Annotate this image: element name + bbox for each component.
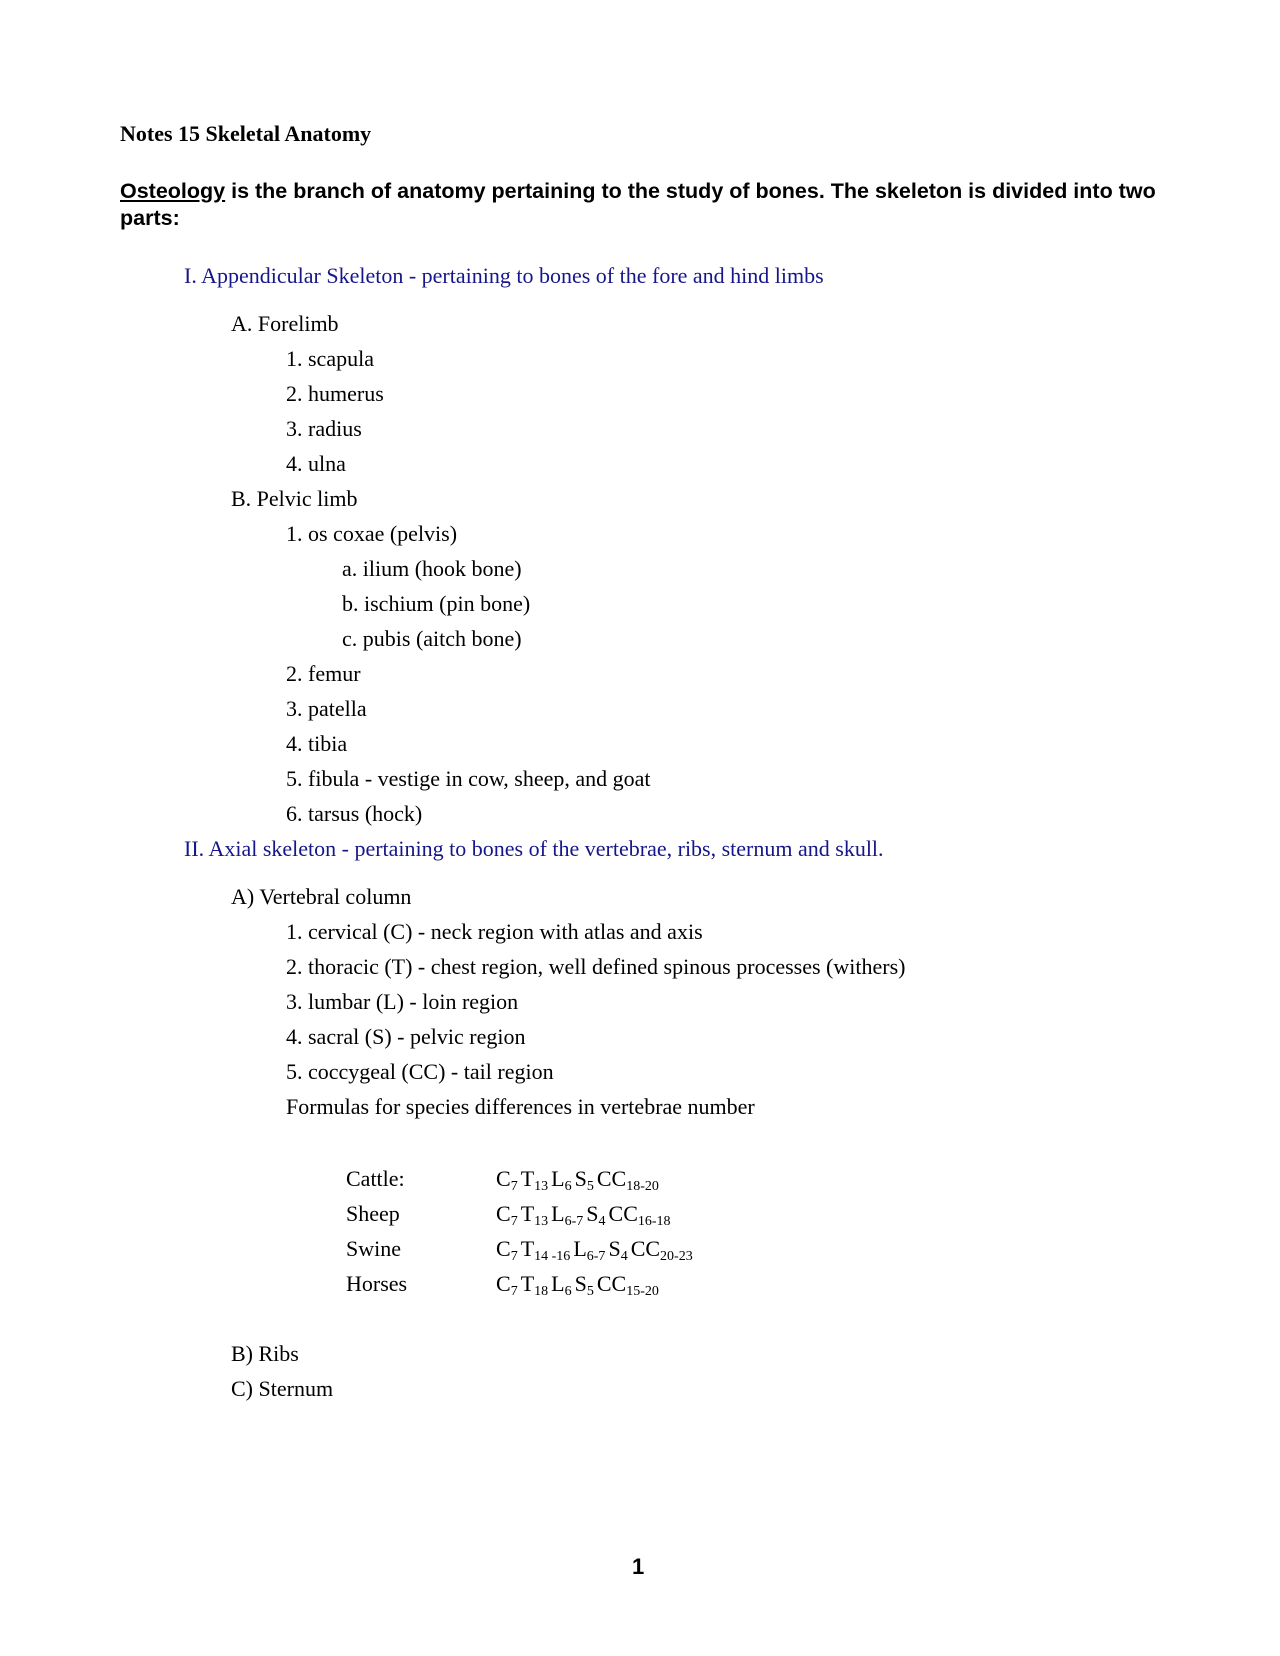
vertebra-count: 13: [534, 1214, 549, 1229]
formula-term: [551, 1271, 572, 1299]
vertebral-item: 4. sacral (S) - pelvic region: [286, 1024, 526, 1049]
formula-value: [496, 1271, 659, 1297]
pelvis-sub-item: a. ilium (hook bone): [342, 556, 522, 581]
vertebra-letter: L: [551, 1201, 565, 1226]
vertebra-letter: CC: [608, 1201, 638, 1226]
vertebra-count: 6: [564, 1179, 572, 1194]
pelvis-sub-item: c. pubis (aitch bone): [342, 626, 522, 651]
vertebra-letter: L: [573, 1236, 587, 1261]
pelvis-sub-item: b. ischium (pin bone): [342, 591, 531, 616]
vertebra-letter: CC: [596, 1166, 627, 1191]
vertebral-item: 3. lumbar (L) - loin region: [286, 989, 519, 1014]
formula-term: [596, 1166, 659, 1194]
vertebral-item: 2. thoracic (T) - chest region, well defined spinous processes (withers): [286, 954, 906, 979]
formula-term: [574, 1271, 594, 1299]
vertebra-count: 7: [510, 1284, 518, 1299]
forelimb-item: 1. scapula: [286, 346, 374, 371]
vertebra-letter: CC: [630, 1236, 661, 1261]
vertebra-count: 16-18: [637, 1214, 671, 1229]
page-title: Notes 15 Skeletal Anatomy: [120, 121, 372, 146]
vertebra-count: 15-20: [626, 1284, 659, 1299]
vertebra-letter: C: [496, 1201, 511, 1226]
vertebra-letter: S: [574, 1271, 587, 1296]
vertebra-count: 18-20: [626, 1179, 659, 1194]
vertebra-letter: C: [496, 1166, 511, 1191]
pelvic-item: 4. tibia: [286, 731, 348, 756]
vertebra-count: 5: [586, 1284, 594, 1299]
formula-term: [596, 1271, 659, 1299]
vertebra-count: 6-7: [586, 1249, 606, 1264]
formula-value: [496, 1236, 693, 1262]
pelvic-limb-heading: B. Pelvic limb: [231, 486, 358, 511]
vertebra-letter: L: [551, 1166, 565, 1191]
formula-term: [573, 1236, 606, 1264]
formula-term: [551, 1166, 572, 1194]
vertebra-count: 14 -16: [534, 1249, 571, 1264]
vertebra-letter: T: [520, 1166, 535, 1191]
forelimb-item: 2. humerus: [286, 381, 384, 406]
formula-term: [496, 1201, 518, 1229]
formula-species: Cattle:: [346, 1166, 405, 1191]
vertebra-count: 5: [586, 1179, 594, 1194]
formula-species: Sheep: [346, 1201, 400, 1226]
vertebra-letter: L: [551, 1271, 565, 1296]
formulas-caption: Formulas for species differences in vertebrae number: [286, 1094, 755, 1119]
vertebra-count: 7: [510, 1249, 518, 1264]
formula-term: [520, 1201, 549, 1229]
forelimb-item: 4. ulna: [286, 451, 346, 476]
vertebra-count: 18: [534, 1284, 549, 1299]
formula-value: [496, 1201, 671, 1227]
vertebra-letter: S: [574, 1166, 587, 1191]
pelvic-item: 5. fibula - vestige in cow, sheep, and goat: [286, 766, 651, 791]
pelvic-item: 2. femur: [286, 661, 361, 686]
formula-species: Swine: [346, 1236, 401, 1261]
vertebra-letter: C: [496, 1271, 511, 1296]
section-heading-axial: II. Axial skeleton - pertaining to bones of the vertebrae, ribs, sternum and skull.: [184, 836, 884, 861]
vertebra-count: 4: [598, 1214, 606, 1229]
vertebra-count: 7: [510, 1179, 518, 1194]
vertebra-letter: T: [520, 1201, 535, 1226]
ribs-heading: B) Ribs: [231, 1341, 299, 1366]
formula-species: Horses: [346, 1271, 408, 1296]
formula-term: [496, 1166, 518, 1194]
intro-text: is the branch of anatomy pertaining to the study of bones. The skeleton is divided into two parts:: [120, 179, 1156, 230]
vertebra-letter: S: [608, 1236, 621, 1261]
formula-term: [520, 1236, 571, 1264]
page-number: 1: [632, 1554, 645, 1579]
vertebra-count: 6: [564, 1284, 572, 1299]
vertebra-count: 4: [620, 1249, 628, 1264]
intro-term: Osteology: [120, 179, 226, 203]
formula-term: [496, 1236, 518, 1264]
sternum-heading: C) Sternum: [231, 1376, 334, 1401]
formula-term: [520, 1166, 549, 1194]
formula-term: [520, 1271, 549, 1299]
vertebra-count: 20-23: [660, 1249, 693, 1264]
formula-term: [551, 1201, 584, 1229]
formula-term: [586, 1201, 606, 1229]
forelimb-item: 3. radius: [286, 416, 362, 441]
formula-value: [496, 1166, 659, 1192]
vertebral-item: 5. coccygeal (CC) - tail region: [286, 1059, 554, 1084]
vertebra-letter: T: [520, 1271, 535, 1296]
vertebra-count: 6-7: [564, 1214, 584, 1229]
formula-term: [574, 1166, 594, 1194]
pelvic-item: 1. os coxae (pelvis): [286, 521, 458, 546]
pelvic-item: 3. patella: [286, 696, 367, 721]
vertebra-count: 13: [534, 1179, 549, 1194]
vertebral-item: 1. cervical (C) - neck region with atlas and axis: [286, 919, 703, 944]
section-heading-appendicular: I. Appendicular Skeleton - pertaining to bones of the fore and hind limbs: [184, 263, 824, 288]
vertebra-count: 7: [510, 1214, 518, 1229]
formula-term: [608, 1236, 628, 1264]
intro-paragraph: [120, 178, 1180, 232]
forelimb-heading: A. Forelimb: [231, 311, 339, 336]
formula-term: [630, 1236, 693, 1264]
vertebra-letter: CC: [596, 1271, 627, 1296]
vertebra-letter: T: [520, 1236, 535, 1261]
vertebral-column-heading: A) Vertebral column: [231, 884, 412, 909]
pelvic-item: 6. tarsus (hock): [286, 801, 423, 826]
formula-term: [608, 1201, 671, 1229]
vertebra-letter: S: [586, 1201, 599, 1226]
vertebra-letter: C: [496, 1236, 511, 1261]
formula-term: [496, 1271, 518, 1299]
